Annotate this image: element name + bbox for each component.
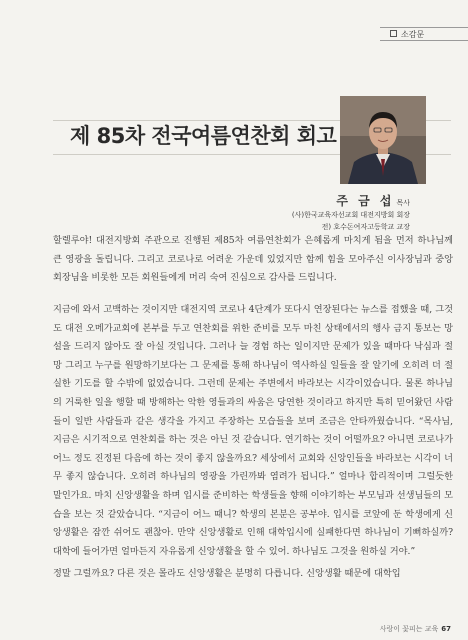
section-tab [380,27,468,41]
author-name-line [292,190,410,209]
square-bullet-icon [390,30,397,37]
page-footer [380,624,451,634]
author-block [292,190,410,233]
paragraph-text: 정말 그럴까요? 다른 것은 몰라도 신앙생활은 분명히 다릅니다. 신앙생활 때문에 대학입 [53,568,401,579]
paragraph-1 [53,232,453,288]
magazine-name: 사랑이 꽃피는 교육 [379,625,439,633]
author-portrait-image [340,96,426,184]
author-affiliation-1: (사)한국교육자선교회 대전지방회 회장 [291,211,410,219]
page-number: 67 [441,625,451,633]
author-photo [340,96,426,184]
article-title: 제 85차 전국여름연찬회 회고 [70,124,337,148]
author-role: 목사 [396,199,410,207]
paragraph-3 [53,565,453,584]
paragraph-2 [53,301,453,561]
author-affiliation-2: 전) 호수돈여자고등학교 교장 [321,223,410,231]
author-name: 주 금 섭 [336,194,395,208]
paragraph-text: 할렐루야! 대전지방회 주관으로 진행된 제85차 여름연찬회가 은혜롭게 마치게 됨을 먼저 하나님께 큰 영광을 돌립니다. 그리고 코로나로 어려운 가운데 있었지만 함께 힘을 모아주신 이사장님과 중앙회장님을 비롯한 모든 회원들에게 머리 숙여 진심으로 감사를 드립니다. [53,235,453,284]
paragraph-text: 지금에 와서 고백하는 것이지만 대전지역 코로나 4단계가 또다시 연장된다는 뉴스를 접했을 때, 그것도 대전 오메가교회에 본부를 두고 연찬회를 위한 준비를 모두 마친 상태에서의 행사 금지 통보는 망설을 드리지 않아도 잘 아실 것입니다. 그러나 늘 경험 하는 일이지만 문제가 있을 때마다 낙심과 절망 그리고 누구를 원망하기보다는 그 문제를 통해 하나님이 역사하실 일들을 잘 알기에 오히려 더 절실한 기도를 할 수밖에 없었습니다. 그런데 문제는 주변에서 바라보는 시각이었습니다. 물론 하나님의 거룩한 일을 행할 때 방해하는 악한 영들과의 싸움은 당연한 것이라고 하지만 특히 믿어왔던 사람들이 일반 사람들과 같은 생각을 가지고 주장하는 모습들을 보며 조금은 안타까웠습니다. “목사님, 지금은 시기적으로 연찬회를 하는 것은 아닌 것 같습니다. 연기하는 것이 어떨까요? 아니면 코로나가 어느 정도 진정된 다음에 하는 것이 좋지 않을까요? 세상에서 교회와 신앙인들을 바라보는 시각이 너무 좋지 않습니다. 오히려 하나님의 영광을 가린까봐 염려가 됩니다.” 얼마나 합리적이며 그럴듯한 말인가요. 마치 신앙생활을 하며 입시를 준비하는 학생들을 향해 이야기하는 부모님과 선생님들의 모습을 보는 것 같았습니다. “지금이 어느 때니? 학생의 본분은 공부야. 입시를 코앞에 둔 학생에게 신앙생활은 잠깐 쉬어도 괜찮아. 만약 신앙생활로 인해 대학입시에 실패한다면 하나님이 기뻐하실까? 대학에 들어가면 얼마든지 자유롭게 신앙생활을 할 수 있어. 하나님도 그것을 원하실 거야.” [53,304,453,557]
section-label: 소감문 [401,30,425,39]
